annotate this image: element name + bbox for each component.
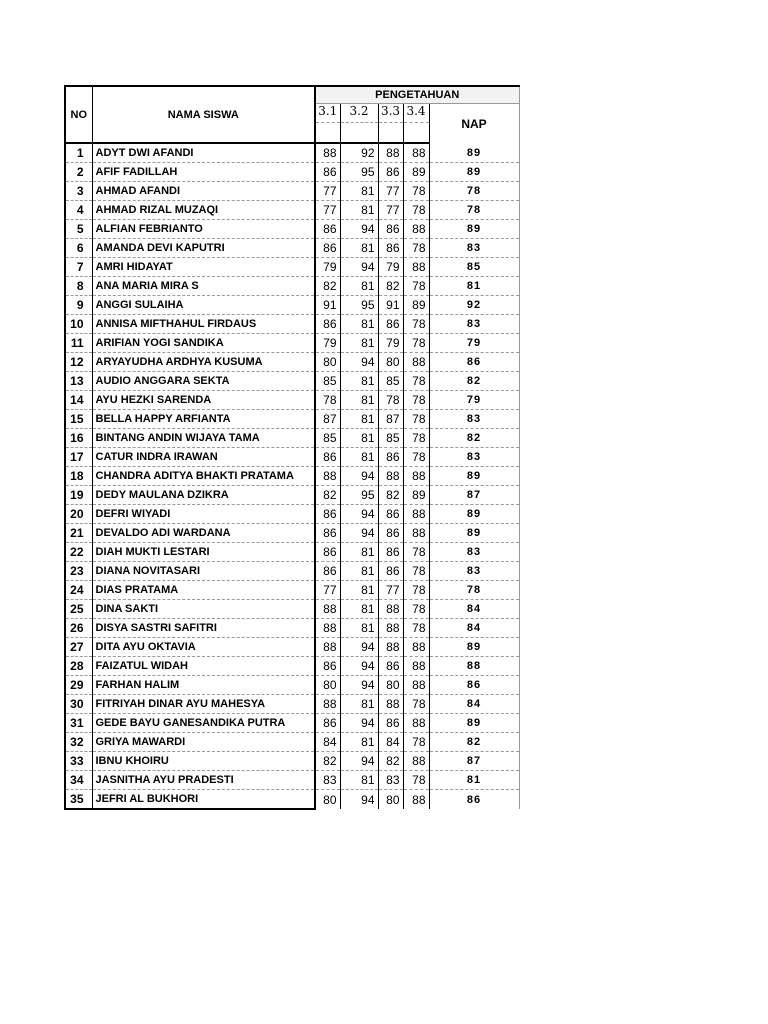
cell-nama-siswa: FAIZATUL WIDAH [92,657,315,676]
cell-nap: 78 [429,581,519,600]
cell-score-3-1: 88 [315,143,340,163]
header-kd-3-2: 3.2 [340,104,378,123]
cell-nama-siswa: AHMAD AFANDI [92,182,315,201]
cell-nama-siswa: JASNITHA AYU PRADESTI [92,771,315,790]
cell-nap: 89 [429,524,519,543]
cell-score-3-4: 78 [403,391,429,410]
cell-score-3-3: 86 [378,163,403,182]
table-row [65,372,519,391]
cell-score-3-3: 86 [378,448,403,467]
cell-score-3-4: 78 [403,277,429,296]
cell-score-3-1: 86 [315,714,340,733]
header-blank-cell [315,123,340,144]
cell-score-3-2: 81 [340,201,378,220]
table-row [65,467,519,486]
cell-score-3-3: 86 [378,714,403,733]
cell-nama-siswa: AMANDA DEVI KAPUTRI [92,239,315,258]
table-row [65,733,519,752]
cell-no: 6 [65,239,92,258]
cell-score-3-3: 86 [378,239,403,258]
cell-score-3-2: 94 [340,676,378,695]
table-row [65,296,519,315]
table-row [65,182,519,201]
cell-nama-siswa: CHANDRA ADITYA BHAKTI PRATAMA [92,467,315,486]
table-row [65,143,519,163]
table-row [65,676,519,695]
cell-no: 12 [65,353,92,372]
cell-no: 13 [65,372,92,391]
cell-nap: 79 [429,391,519,410]
cell-score-3-2: 81 [340,543,378,562]
cell-score-3-1: 82 [315,752,340,771]
cell-score-3-1: 80 [315,790,340,810]
cell-nap: 79 [429,334,519,353]
cell-score-3-4: 78 [403,771,429,790]
cell-nap: 83 [429,562,519,581]
cell-nap: 84 [429,619,519,638]
table-row [65,429,519,448]
cell-no: 26 [65,619,92,638]
cell-score-3-4: 78 [403,201,429,220]
cell-score-3-2: 94 [340,220,378,239]
cell-score-3-3: 86 [378,524,403,543]
cell-nama-siswa: FITRIYAH DINAR AYU MAHESYA [92,695,315,714]
cell-score-3-1: 88 [315,600,340,619]
cell-score-3-2: 81 [340,372,378,391]
header-blank-cell [403,123,429,144]
cell-nama-siswa: CATUR INDRA IRAWAN [92,448,315,467]
cell-score-3-4: 78 [403,695,429,714]
cell-nama-siswa: ANA MARIA MIRA S [92,277,315,296]
cell-score-3-3: 91 [378,296,403,315]
table-row [65,543,519,562]
cell-no: 17 [65,448,92,467]
cell-no: 3 [65,182,92,201]
cell-score-3-3: 82 [378,752,403,771]
cell-score-3-1: 86 [315,315,340,334]
cell-score-3-4: 78 [403,448,429,467]
header-blank-cell [340,123,378,144]
cell-no: 8 [65,277,92,296]
cell-nap: 86 [429,676,519,695]
cell-score-3-3: 77 [378,182,403,201]
cell-no: 5 [65,220,92,239]
cell-no: 19 [65,486,92,505]
cell-no: 18 [65,467,92,486]
cell-score-3-1: 86 [315,448,340,467]
cell-no: 24 [65,581,92,600]
table-row [65,258,519,277]
cell-nama-siswa: DIAH MUKTI LESTARI [92,543,315,562]
cell-no: 32 [65,733,92,752]
cell-nama-siswa: DEDY MAULANA DZIKRA [92,486,315,505]
cell-no: 15 [65,410,92,429]
cell-score-3-2: 81 [340,334,378,353]
cell-score-3-4: 78 [403,315,429,334]
cell-nap: 89 [429,220,519,239]
cell-score-3-2: 81 [340,562,378,581]
cell-no: 1 [65,143,92,163]
table-row [65,334,519,353]
cell-score-3-4: 78 [403,239,429,258]
table-row [65,752,519,771]
cell-score-3-2: 81 [340,695,378,714]
cell-no: 9 [65,296,92,315]
cell-score-3-2: 94 [340,657,378,676]
cell-score-3-4: 88 [403,657,429,676]
cell-score-3-1: 86 [315,543,340,562]
table-row [65,220,519,239]
table-row [65,695,519,714]
cell-score-3-4: 88 [403,467,429,486]
table-row [65,448,519,467]
cell-no: 33 [65,752,92,771]
table-row [65,771,519,790]
cell-score-3-2: 81 [340,410,378,429]
cell-score-3-3: 86 [378,315,403,334]
cell-score-3-2: 81 [340,581,378,600]
cell-nama-siswa: DEVALDO ADI WARDANA [92,524,315,543]
cell-nama-siswa: DITA AYU OKTAVIA [92,638,315,657]
cell-score-3-4: 88 [403,353,429,372]
cell-nama-siswa: ARIFIAN YOGI SANDIKA [92,334,315,353]
cell-no: 16 [65,429,92,448]
cell-score-3-4: 78 [403,429,429,448]
cell-score-3-2: 81 [340,315,378,334]
cell-nap: 83 [429,448,519,467]
header-nama-siswa: NAMA SISWA [92,86,315,143]
header-no: NO [65,86,92,143]
cell-score-3-3: 82 [378,486,403,505]
cell-score-3-3: 86 [378,505,403,524]
table-row [65,315,519,334]
cell-score-3-2: 95 [340,163,378,182]
table-row [65,790,519,810]
table-row [65,714,519,733]
table-row [65,600,519,619]
cell-score-3-1: 86 [315,163,340,182]
cell-score-3-3: 88 [378,619,403,638]
cell-nap: 81 [429,277,519,296]
cell-score-3-2: 94 [340,353,378,372]
table-row [65,239,519,258]
cell-no: 35 [65,790,92,810]
cell-nap: 83 [429,315,519,334]
cell-score-3-2: 94 [340,467,378,486]
cell-score-3-3: 78 [378,391,403,410]
cell-score-3-2: 81 [340,429,378,448]
cell-score-3-4: 88 [403,505,429,524]
table-row [65,410,519,429]
cell-score-3-1: 77 [315,182,340,201]
cell-score-3-3: 85 [378,429,403,448]
cell-nama-siswa: DEFRI WIYADI [92,505,315,524]
cell-score-3-3: 88 [378,695,403,714]
cell-score-3-1: 86 [315,505,340,524]
cell-score-3-1: 79 [315,334,340,353]
cell-score-3-4: 88 [403,790,429,810]
cell-no: 14 [65,391,92,410]
cell-score-3-1: 77 [315,201,340,220]
cell-nama-siswa: FARHAN HALIM [92,676,315,695]
cell-nap: 84 [429,695,519,714]
cell-no: 7 [65,258,92,277]
cell-score-3-4: 78 [403,562,429,581]
cell-nap: 89 [429,467,519,486]
cell-score-3-2: 92 [340,143,378,163]
cell-score-3-1: 86 [315,657,340,676]
cell-no: 30 [65,695,92,714]
cell-score-3-3: 84 [378,733,403,752]
cell-score-3-1: 84 [315,733,340,752]
cell-no: 11 [65,334,92,353]
cell-nap: 86 [429,790,519,810]
cell-score-3-4: 78 [403,600,429,619]
cell-score-3-2: 95 [340,486,378,505]
table-row [65,524,519,543]
cell-score-3-3: 79 [378,258,403,277]
cell-score-3-2: 94 [340,790,378,810]
cell-nap: 89 [429,638,519,657]
cell-score-3-3: 82 [378,277,403,296]
cell-score-3-1: 77 [315,581,340,600]
cell-score-3-2: 81 [340,239,378,258]
cell-score-3-3: 77 [378,581,403,600]
cell-nap: 87 [429,486,519,505]
cell-nap: 83 [429,543,519,562]
cell-score-3-1: 82 [315,277,340,296]
cell-score-3-1: 79 [315,258,340,277]
cell-no: 4 [65,201,92,220]
cell-score-3-4: 88 [403,143,429,163]
cell-score-3-4: 88 [403,714,429,733]
cell-score-3-3: 88 [378,467,403,486]
cell-score-3-2: 81 [340,391,378,410]
cell-score-3-4: 78 [403,372,429,391]
cell-score-3-2: 81 [340,182,378,201]
cell-score-3-1: 88 [315,638,340,657]
cell-no: 2 [65,163,92,182]
cell-score-3-3: 86 [378,657,403,676]
cell-score-3-3: 83 [378,771,403,790]
cell-no: 31 [65,714,92,733]
cell-no: 29 [65,676,92,695]
cell-score-3-1: 88 [315,467,340,486]
cell-nama-siswa: ARYAYUDHA ARDHYA KUSUMA [92,353,315,372]
cell-nap: 82 [429,733,519,752]
cell-nap: 89 [429,505,519,524]
cell-score-3-4: 78 [403,733,429,752]
cell-nap: 83 [429,410,519,429]
cell-nap: 82 [429,372,519,391]
table-row [65,391,519,410]
cell-nap: 83 [429,239,519,258]
cell-score-3-1: 85 [315,372,340,391]
cell-score-3-2: 81 [340,448,378,467]
grade-table [64,85,520,810]
cell-nama-siswa: DIAS PRATAMA [92,581,315,600]
cell-nap: 92 [429,296,519,315]
cell-nap: 84 [429,600,519,619]
cell-score-3-1: 83 [315,771,340,790]
cell-nama-siswa: AHMAD RIZAL MUZAQI [92,201,315,220]
table-row [65,657,519,676]
cell-score-3-4: 88 [403,524,429,543]
cell-nap: 78 [429,182,519,201]
cell-score-3-2: 94 [340,258,378,277]
cell-score-3-1: 86 [315,562,340,581]
cell-score-3-1: 88 [315,619,340,638]
cell-score-3-2: 81 [340,600,378,619]
cell-score-3-1: 86 [315,524,340,543]
cell-nama-siswa: AFIF FADILLAH [92,163,315,182]
cell-score-3-4: 88 [403,258,429,277]
cell-score-3-3: 86 [378,543,403,562]
cell-nama-siswa: DISYA SASTRI SAFITRI [92,619,315,638]
cell-nap: 78 [429,201,519,220]
cell-no: 27 [65,638,92,657]
cell-nama-siswa: GRIYA MAWARDI [92,733,315,752]
cell-no: 25 [65,600,92,619]
cell-nama-siswa: JEFRI AL BUKHORI [92,790,315,810]
cell-score-3-4: 78 [403,581,429,600]
cell-nap: 85 [429,258,519,277]
cell-score-3-2: 81 [340,277,378,296]
cell-score-3-4: 88 [403,752,429,771]
table-row [65,505,519,524]
cell-nama-siswa: BINTANG ANDIN WIJAYA TAMA [92,429,315,448]
cell-nap: 89 [429,163,519,182]
cell-score-3-1: 80 [315,676,340,695]
cell-score-3-2: 95 [340,296,378,315]
cell-score-3-4: 89 [403,486,429,505]
cell-score-3-2: 94 [340,714,378,733]
cell-no: 22 [65,543,92,562]
cell-nap: 89 [429,714,519,733]
cell-nama-siswa: IBNU KHOIRU [92,752,315,771]
cell-score-3-1: 91 [315,296,340,315]
cell-score-3-3: 86 [378,220,403,239]
cell-nama-siswa: BELLA HAPPY ARFIANTA [92,410,315,429]
cell-score-3-1: 78 [315,391,340,410]
cell-score-3-3: 79 [378,334,403,353]
cell-score-3-3: 86 [378,562,403,581]
cell-score-3-4: 89 [403,163,429,182]
header-kd-3-3: 3.3 [378,104,403,123]
cell-score-3-3: 80 [378,676,403,695]
cell-score-3-2: 94 [340,752,378,771]
table-row [65,619,519,638]
header-pengetahuan: PENGETAHUAN [315,86,519,104]
cell-nama-siswa: ANGGI SULAIHA [92,296,315,315]
cell-no: 20 [65,505,92,524]
table-row [65,353,519,372]
cell-score-3-1: 86 [315,239,340,258]
cell-nama-siswa: ADYT DWI AFANDI [92,143,315,163]
cell-score-3-3: 87 [378,410,403,429]
cell-nama-siswa: ALFIAN FEBRIANTO [92,220,315,239]
cell-no: 28 [65,657,92,676]
table-row [65,163,519,182]
cell-nama-siswa: DINA SAKTI [92,600,315,619]
cell-nama-siswa: ANNISA MIFTHAHUL FIRDAUS [92,315,315,334]
cell-score-3-1: 86 [315,220,340,239]
table-row [65,581,519,600]
cell-no: 10 [65,315,92,334]
cell-no: 23 [65,562,92,581]
cell-nap: 88 [429,657,519,676]
cell-score-3-2: 81 [340,733,378,752]
cell-no: 21 [65,524,92,543]
cell-score-3-1: 87 [315,410,340,429]
cell-score-3-4: 78 [403,410,429,429]
cell-nap: 86 [429,353,519,372]
cell-score-3-4: 88 [403,220,429,239]
cell-nap: 81 [429,771,519,790]
cell-nama-siswa: AYU HEZKI SARENDA [92,391,315,410]
cell-score-3-1: 80 [315,353,340,372]
cell-nap: 87 [429,752,519,771]
cell-score-3-4: 78 [403,182,429,201]
cell-score-3-3: 88 [378,638,403,657]
cell-score-3-2: 81 [340,771,378,790]
cell-score-3-1: 85 [315,429,340,448]
cell-score-3-3: 80 [378,790,403,810]
header-blank-cell [378,123,403,144]
cell-score-3-4: 78 [403,543,429,562]
table-body [65,143,519,809]
cell-nama-siswa: AUDIO ANGGARA SEKTA [92,372,315,391]
table-header [65,86,519,143]
cell-no: 34 [65,771,92,790]
cell-score-3-2: 94 [340,524,378,543]
cell-score-3-4: 88 [403,638,429,657]
cell-score-3-2: 94 [340,505,378,524]
table-row [65,277,519,296]
table-row [65,201,519,220]
cell-score-3-3: 88 [378,600,403,619]
header-nap: NAP [429,104,519,144]
cell-score-3-1: 82 [315,486,340,505]
cell-nama-siswa: GEDE BAYU GANESANDIKA PUTRA [92,714,315,733]
cell-score-3-4: 88 [403,676,429,695]
table-row [65,638,519,657]
cell-nap: 89 [429,143,519,163]
table-row [65,562,519,581]
cell-score-3-3: 85 [378,372,403,391]
table-row [65,486,519,505]
cell-nap: 82 [429,429,519,448]
cell-score-3-2: 81 [340,619,378,638]
header-kd-3-1: 3.1 [315,104,340,123]
cell-nama-siswa: DIANA NOVITASARI [92,562,315,581]
cell-score-3-3: 77 [378,201,403,220]
header-kd-3-4: 3.4 [403,104,429,123]
cell-score-3-1: 88 [315,695,340,714]
cell-score-3-3: 80 [378,353,403,372]
cell-score-3-4: 78 [403,619,429,638]
cell-nama-siswa: AMRI HIDAYAT [92,258,315,277]
cell-score-3-4: 78 [403,334,429,353]
cell-score-3-4: 89 [403,296,429,315]
cell-score-3-3: 88 [378,143,403,163]
cell-score-3-2: 94 [340,638,378,657]
